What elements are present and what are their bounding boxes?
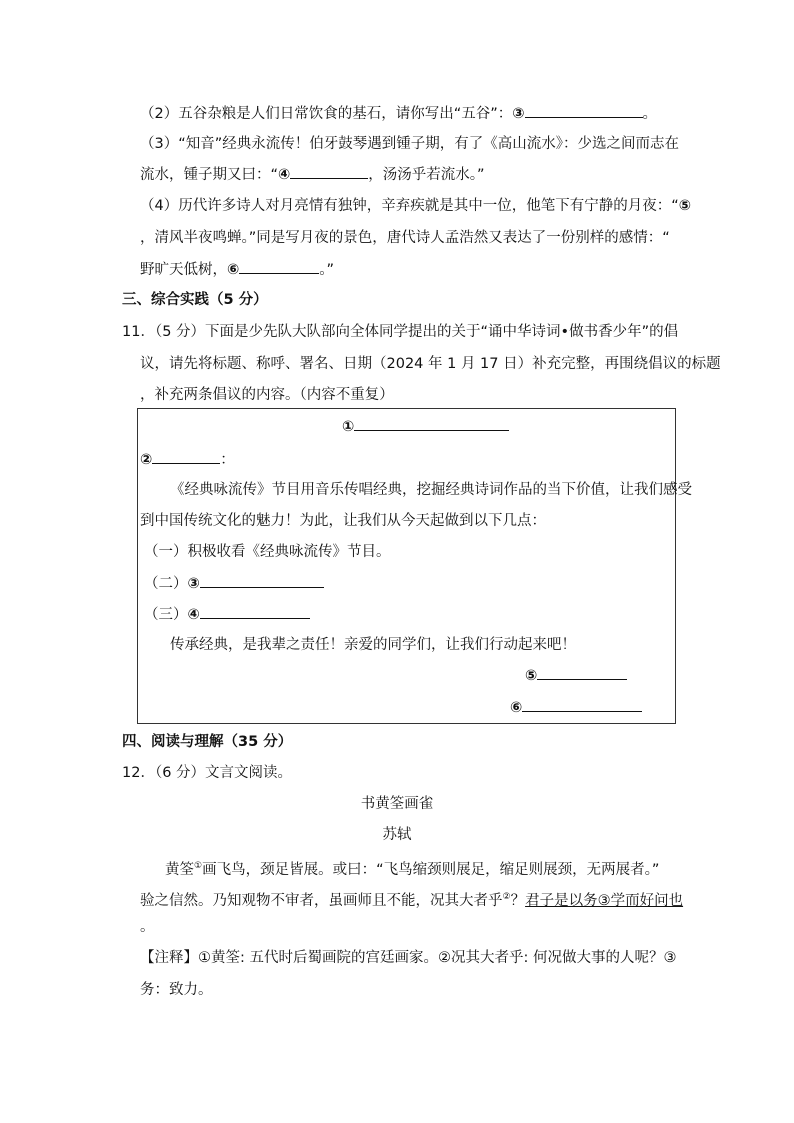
item-2-blank[interactable] bbox=[200, 573, 324, 588]
text-segment: 黄筌 bbox=[165, 861, 194, 878]
answer-marker: ④ bbox=[187, 607, 200, 623]
question-4-text: 野旷天低树， bbox=[140, 262, 227, 278]
answer-marker: ⑤ bbox=[525, 668, 538, 684]
signature-blank[interactable] bbox=[537, 665, 627, 680]
text-segment: 验之信然。乃知观物不审者，虽画师且不能，况其大者乎 bbox=[140, 892, 503, 909]
question-11-line3: ，补充两条倡议的内容。（内容不重复） bbox=[140, 387, 394, 403]
date-blank[interactable] bbox=[522, 697, 642, 712]
answer-marker: ⑤ bbox=[678, 198, 692, 214]
question-12-label: 12．（6 分）文言文阅读。 bbox=[122, 765, 293, 781]
letter-salutation-line bbox=[140, 449, 235, 470]
answer-marker: ⑥ bbox=[227, 262, 240, 278]
item-3-blank[interactable] bbox=[200, 604, 310, 619]
question-4-line2: ，清风半夜鸣蝉。”同是写月夜的景色，唐代诗人孟浩然又表达了一份别样的感情：“ bbox=[140, 230, 670, 246]
answer-blank[interactable] bbox=[525, 103, 643, 118]
letter-date-line bbox=[510, 697, 642, 718]
text-author: 苏轼 bbox=[382, 827, 412, 843]
question-2-text: （2）五谷杂粮是人们日常饮食的基石，请你写出“五谷”： bbox=[140, 106, 513, 122]
answer-blank[interactable] bbox=[239, 259, 319, 274]
question-4-text: （4）历代许多诗人对月亮情有独钟，辛弃疾就是其中一位，他笔下有宁静的月夜：“ bbox=[140, 198, 679, 214]
answer-marker: ③ bbox=[187, 576, 200, 592]
salutation-blank[interactable] bbox=[152, 449, 220, 464]
letter-paragraph-line2: 到中国传统文化的魅力！为此，让我们从今天起做到以下几点： bbox=[140, 513, 546, 529]
answer-marker: ④ bbox=[278, 167, 291, 183]
punct: 。 bbox=[642, 106, 658, 122]
punct: ： bbox=[220, 452, 235, 468]
question-11-line1: 11．（5 分）下面是少先队大队部向全体同学提出的关于“诵中华诗词•做书香少年”的倡 bbox=[122, 324, 679, 340]
answer-marker: ① bbox=[342, 419, 355, 435]
item-label: （三） bbox=[144, 607, 188, 623]
punct: 。” bbox=[319, 262, 335, 278]
question-4-line3 bbox=[140, 259, 334, 280]
letter-signature-line bbox=[525, 665, 627, 686]
answer-marker: ⑥ bbox=[510, 700, 523, 716]
answer-marker: ② bbox=[140, 452, 153, 468]
section-heading: 四、阅读与理解（35 分） bbox=[122, 734, 293, 750]
question-3-text: 流水，锺子期又曰：“ bbox=[140, 167, 279, 183]
answer-blank[interactable] bbox=[290, 164, 368, 179]
footnote-marker: ① bbox=[194, 861, 203, 871]
text-paragraph-line2 bbox=[140, 887, 683, 911]
item-label: （二） bbox=[144, 576, 188, 592]
letter-closing: 传承经典，是我辈之责任！亲爱的同学们，让我们行动起来吧！ bbox=[170, 637, 576, 653]
underlined-sentence: 君子是以务③学而好问也 bbox=[525, 892, 684, 909]
question-3-text-end: ，汤汤乎若流水。” bbox=[368, 167, 485, 183]
text-paragraph-line1 bbox=[165, 856, 659, 880]
notes-line1: 【注释】①黄筌: 五代时后蜀画院的宫廷画家。②况其大者乎: 何况做大事的人呢？③ bbox=[140, 950, 677, 966]
letter-item-1: （一）积极收看《经典咏流传》节目。 bbox=[144, 544, 391, 560]
text-segment: 画飞鸟，颈足皆展。或曰：“飞鸟缩颈则展足，缩足则展颈，无两展者。” bbox=[202, 861, 660, 878]
footnote-marker: ② bbox=[502, 892, 511, 902]
answer-marker: ③ bbox=[512, 106, 525, 122]
title-blank[interactable] bbox=[354, 416, 509, 431]
question-2 bbox=[140, 103, 657, 124]
letter-title-line bbox=[342, 416, 509, 437]
section-heading: 三、综合实践（5 分） bbox=[122, 292, 268, 308]
text-title: 书黄筌画雀 bbox=[360, 796, 434, 812]
letter-paragraph-line1: 《经典咏流传》节目用音乐传唱经典，挖掘经典诗词作品的当下价值，让我们感受 bbox=[170, 482, 692, 498]
letter-item-2 bbox=[144, 573, 324, 594]
notes-line2: 务：致力。 bbox=[140, 982, 213, 998]
question-3-line2 bbox=[140, 164, 485, 185]
text-segment: ？ bbox=[510, 892, 526, 909]
text-paragraph-line3: 。 bbox=[140, 919, 155, 935]
question-4-line1 bbox=[140, 196, 691, 216]
question-3-line1: （3）“知音”经典永流传！伯牙鼓琴遇到锺子期，有了《高山流水》：少选之间而志在 bbox=[140, 136, 679, 152]
letter-item-3 bbox=[144, 604, 310, 625]
question-11-line2: 议，请先将标题、称呼、署名、日期（2024 年 1 月 17 日）补充完整，再围绕倡议的标题 bbox=[140, 356, 721, 372]
